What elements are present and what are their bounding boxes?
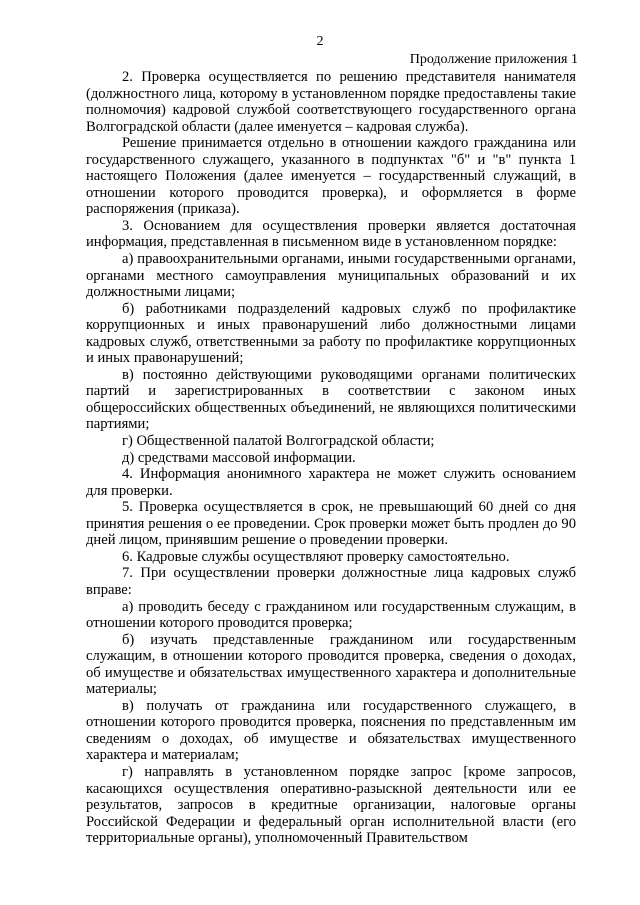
appendix-continuation-note: Продолжение приложения 1: [409, 52, 578, 67]
paragraph-3-v: в) постоянно действующими руководящими органами политических партий и зарегистрированных в соответствии с законом иных общероссийских общественных объединений, не являющихся политическими партиями;: [86, 366, 576, 433]
paragraph-3-g: г) Общественной палатой Волгоградской области;: [122, 433, 435, 450]
paragraph-3-b: б) работниками подразделений кадровых служб по профилактике коррупционных и иных правонарушений либо должностными лицами кадровых служб, ответственными за работу по профилактике коррупционных и иных правонарушений;: [86, 300, 576, 367]
paragraph-5: 5. Проверка осуществляется в срок, не превышающий 60 дней со дня принятия решения о ее проведении. Срок проверки может быть продлен до 90 дней лицом, принявшим решение о проведении проверки.: [86, 499, 576, 549]
paragraph-7-g: г) направлять в установленном порядке запрос [кроме запросов, касающихся осуществления оперативно-разыскной деятельности или ее результатов, запросов в кредитные организации, налоговые органы Российской Федерации и федеральный орган исполнительной власти (его территориальные органы), уполномоченный Правительством: [86, 763, 576, 847]
paragraph-3: 3. Основанием для осуществления проверки является достаточная информация, представленная в письменном виде в установленном порядке:: [86, 217, 576, 251]
paragraph-7-v: в) получать от гражданина или государственного служащего, в отношении которого проводится проверка, пояснения по представленным им сведениям о доходах, об имуществе и обязательствах имущественного характера и материалам;: [86, 697, 576, 764]
document-body: [86, 69, 576, 847]
paragraph-7-a: а) проводить беседу с гражданином или государственным служащим, в отношении которого проводится проверка;: [86, 598, 576, 632]
paragraph-7-b: б) изучать представленные гражданином или государственным служащим, в отношении которого проводится проверка, сведения о доходах, об имуществе и обязательствах имущественного характера и дополнительные материалы;: [86, 631, 576, 698]
paragraph-4: 4. Информация анонимного характера не может служить основанием для проверки.: [86, 466, 576, 499]
paragraph-2-decision: Решение принимается отдельно в отношении каждого гражданина или государственного служащего, указанного в подпунктах "б" и "в" пункта 1 настоящего Положения (далее именуется – государственный служащий, в отношении которого проводится проверка), и оформляется в форме распоряжения (приказа).: [86, 135, 576, 218]
paragraph-3-a: а) правоохранительными органами, иными государственными органами, органами местного самоуправления муниципальных образований и их должностными лицами;: [86, 251, 576, 301]
paragraph-6: 6. Кадровые службы осуществляют проверку самостоятельно.: [122, 548, 510, 565]
page-number: 2: [316, 34, 324, 49]
paragraph-7: 7. При осуществлении проверки должностные лица кадровых служб вправе:: [86, 565, 576, 598]
paragraph-3-d: д) средствами массовой информации.: [122, 449, 356, 466]
paragraph-2: 2. Проверка осуществляется по решению представителя нанимателя (должностного лица, которому в установленном порядке предоставлены такие полномочия) кадровой службой соответствующего государственного органа Волгоградской области (далее именуется – кадровая служба).: [86, 69, 576, 135]
